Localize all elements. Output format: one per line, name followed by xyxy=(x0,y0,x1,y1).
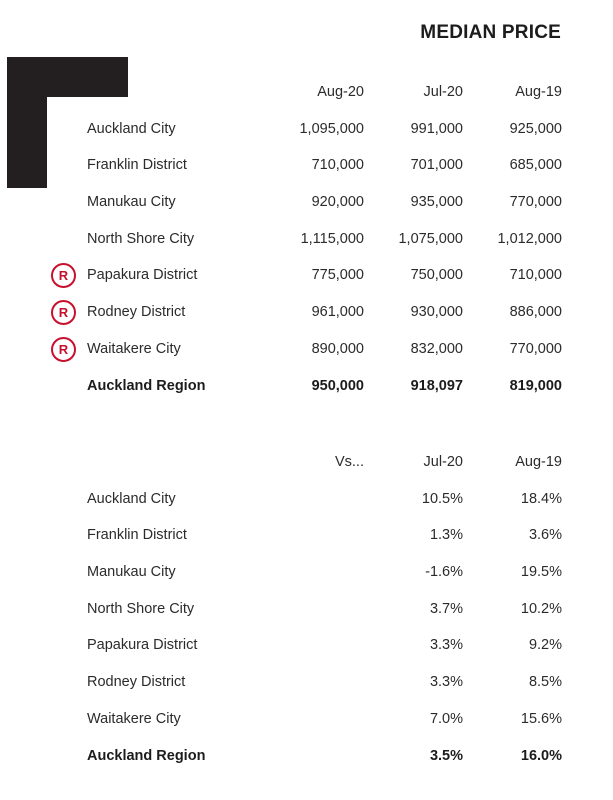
price-change-table xyxy=(0,452,613,782)
district-name: Manukau City xyxy=(87,194,176,211)
price-value: 775,000 xyxy=(311,267,364,284)
change-value: 18.4% xyxy=(520,490,562,507)
district-name: Papakura District xyxy=(87,637,198,654)
price-value: 935,000 xyxy=(410,194,463,211)
change-value: 3.3% xyxy=(429,674,463,691)
change-value: 3.3% xyxy=(429,637,463,654)
district-name: Papakura District xyxy=(87,267,198,284)
district-name: Manukau City xyxy=(87,564,176,581)
table-row xyxy=(0,119,613,156)
district-name: Waitakere City xyxy=(87,340,181,357)
change-value: 16.0% xyxy=(520,747,562,764)
price-value: 918,097 xyxy=(410,377,463,394)
price-value: 925,000 xyxy=(509,120,562,137)
price-value: 961,000 xyxy=(311,304,364,321)
change-value: 10.5% xyxy=(421,490,463,507)
district-name: Waitakere City xyxy=(87,710,181,727)
table-row xyxy=(0,265,613,302)
table-row xyxy=(0,302,613,339)
price-value: 832,000 xyxy=(410,340,463,357)
district-name: Franklin District xyxy=(87,157,187,174)
change-value: 8.5% xyxy=(528,674,562,691)
table-header-row xyxy=(0,82,613,119)
column-header: Aug-19 xyxy=(515,84,562,100)
price-value: 710,000 xyxy=(311,157,364,174)
table-row xyxy=(0,155,613,192)
change-value: 3.7% xyxy=(429,600,463,617)
table-row xyxy=(0,672,613,709)
price-value: 750,000 xyxy=(410,267,463,284)
column-header: Aug-20 xyxy=(317,84,364,100)
district-name: North Shore City xyxy=(87,600,195,617)
column-header: Vs... xyxy=(334,454,364,470)
table-row xyxy=(0,599,613,636)
table-row xyxy=(0,525,613,562)
district-name: Rodney District xyxy=(87,674,186,691)
r-badge-icon: R xyxy=(51,337,76,362)
median-price-table xyxy=(0,82,613,412)
price-value: 890,000 xyxy=(311,340,364,357)
column-header: Jul-20 xyxy=(423,84,463,100)
price-value: 1,012,000 xyxy=(497,230,562,247)
table-row xyxy=(0,339,613,376)
change-value: 3.5% xyxy=(429,747,463,764)
price-value: 950,000 xyxy=(311,377,364,394)
column-header: Jul-20 xyxy=(423,454,463,470)
change-value: 3.6% xyxy=(528,527,562,544)
price-value: 930,000 xyxy=(410,304,463,321)
price-value: 1,075,000 xyxy=(398,230,463,247)
change-value: -1.6% xyxy=(425,564,463,581)
price-value: 1,115,000 xyxy=(300,230,364,247)
table-header-row xyxy=(0,452,613,489)
price-value: 770,000 xyxy=(509,194,562,211)
district-name: Franklin District xyxy=(87,527,187,544)
district-name: North Shore City xyxy=(87,230,195,247)
r-badge-icon: R xyxy=(51,300,76,325)
price-value: 710,000 xyxy=(509,267,562,284)
region-name: Auckland Region xyxy=(87,377,206,394)
table-row xyxy=(0,709,613,746)
change-value: 9.2% xyxy=(528,637,562,654)
page-title: MEDIAN PRICE xyxy=(420,22,561,43)
change-value: 19.5% xyxy=(520,564,562,581)
price-value: 920,000 xyxy=(311,194,364,211)
price-value: 1,095,000 xyxy=(299,120,364,137)
change-value: 15.6% xyxy=(520,710,562,727)
price-value: 770,000 xyxy=(509,340,562,357)
change-value: 1.3% xyxy=(429,527,463,544)
district-name: Rodney District xyxy=(87,304,186,321)
r-badge-icon: R xyxy=(51,263,76,288)
region-name: Auckland Region xyxy=(87,747,206,764)
table-row xyxy=(0,489,613,526)
price-value: 819,000 xyxy=(509,377,562,394)
change-value: 10.2% xyxy=(520,600,562,617)
table-row xyxy=(0,562,613,599)
table-total-row xyxy=(0,746,613,783)
table-total-row xyxy=(0,376,613,413)
district-name: Auckland City xyxy=(87,490,176,507)
change-value: 7.0% xyxy=(429,710,463,727)
price-value: 886,000 xyxy=(509,304,562,321)
table-row xyxy=(0,229,613,266)
column-header: Aug-19 xyxy=(515,454,562,470)
price-value: 701,000 xyxy=(410,157,463,174)
table-row xyxy=(0,635,613,672)
price-value: 685,000 xyxy=(509,157,562,174)
table-row xyxy=(0,192,613,229)
district-name: Auckland City xyxy=(87,120,176,137)
price-value: 991,000 xyxy=(410,120,463,137)
